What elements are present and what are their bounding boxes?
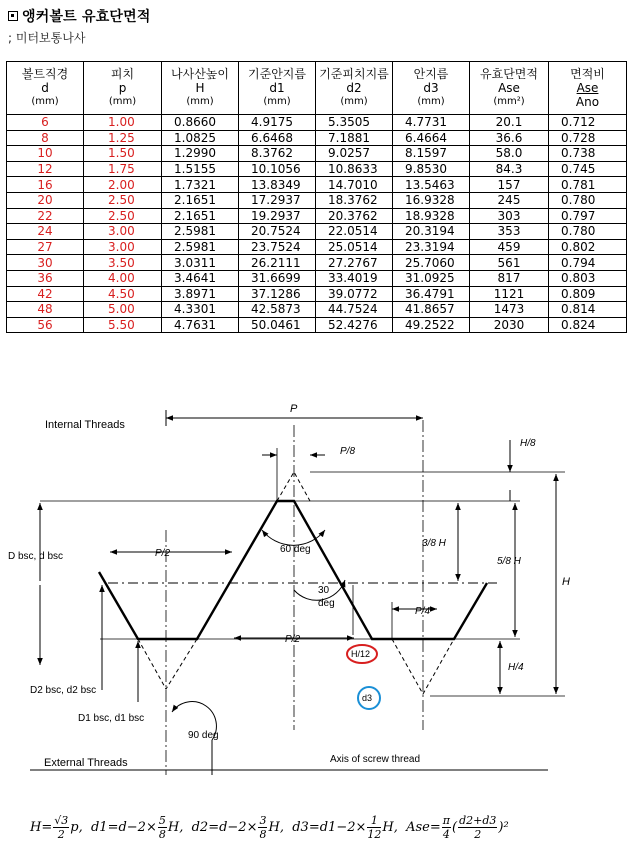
table-cell: 3.0311 [162,255,239,271]
column-header: 기준피치지름 d2 (mm) [316,62,393,115]
table-cell: 16.9328 [393,192,470,208]
d1bsc-label: D1 bsc, d1 bsc [78,713,145,724]
table-cell: 0.781 [549,177,627,193]
table-cell: 2.50 [84,192,162,208]
table-cell: 58.0 [470,146,549,162]
table-cell: 23.3194 [393,239,470,255]
pitch-label: P [290,403,298,415]
table-cell: 42 [7,286,84,302]
column-header: 나사산높이 H (mm) [162,62,239,115]
column-header: 유효단면적 Ase (mm²) [470,62,549,115]
table-cell: 10.8633 [316,161,393,177]
thread-profile-diagram [0,380,635,800]
table-cell: 23.7524 [239,239,316,255]
external-threads-label: External Threads [44,757,128,769]
table-cell: 31.6699 [239,270,316,286]
table-cell: 0.745 [549,161,627,177]
table-cell: 33.4019 [316,270,393,286]
table-cell: 4.3301 [162,302,239,318]
angle-90-label: 90 deg [188,730,219,741]
table-cell: 20.1 [470,115,549,131]
table-cell: 1473 [470,302,549,318]
table-cell: 24 [7,224,84,240]
table-cell: 3.00 [84,224,162,240]
table-cell: 52.4276 [316,317,393,333]
table-cell: 0.780 [549,224,627,240]
angle-30-unit: deg [318,598,335,609]
h-label: H [562,576,570,588]
table-row [7,130,627,146]
table-cell: 4.7731 [393,115,470,131]
table-cell: 50.0461 [239,317,316,333]
table-cell: 14.7010 [316,177,393,193]
table-cell: 1.7321 [162,177,239,193]
table-cell: 6.4664 [393,130,470,146]
table-row [7,115,627,131]
table-cell: 4.00 [84,270,162,286]
table-cell: 245 [470,192,549,208]
table-row [7,161,627,177]
column-header: 면적비 Ase Ano [549,62,627,115]
table-row [7,146,627,162]
table-cell: 1.25 [84,130,162,146]
table-cell: 303 [470,208,549,224]
table-row [7,224,627,240]
table-cell: 20.3762 [316,208,393,224]
table-cell: 42.5873 [239,302,316,318]
table-cell: 1121 [470,286,549,302]
table-cell: 0.809 [549,286,627,302]
table-cell: 5.3505 [316,115,393,131]
table-row [7,270,627,286]
table-cell: 6.6468 [239,130,316,146]
table-cell: 0.728 [549,130,627,146]
table-cell: 20 [7,192,84,208]
screw-axis-label: Axis of screw thread [330,754,421,765]
table-cell: 49.2522 [393,317,470,333]
table-cell: 0.738 [549,146,627,162]
table-cell: 9.0257 [316,146,393,162]
angle-60-label: 60 deg [280,544,311,555]
table-cell: 44.7524 [316,302,393,318]
table-cell: 56 [7,317,84,333]
thread-formula: H= $\frac{√3}{2}$ p, d1=d−2× $\frac{5}{8}$ H, d2=d−2× $\frac{3}{8}$ H, d3=d1−2× $\frac{1}{12}$ H, Ase= $\frac{\pi}{4}$ ( $\frac{d2+d3}{2}$ )² [30,814,509,841]
page-title: 앵커볼트 유효단면적 [8,6,151,26]
table-cell: 30 [7,255,84,271]
table-cell: 6 [7,115,84,131]
table-row [7,286,627,302]
table-cell: 0.794 [549,255,627,271]
table-cell: 1.50 [84,146,162,162]
column-header: 볼트직경 d (mm) [7,62,84,115]
table-cell: 10 [7,146,84,162]
table-cell: 5.00 [84,302,162,318]
table-body [7,115,627,333]
table-cell: 20.3194 [393,224,470,240]
table-cell: 459 [470,239,549,255]
table-row [7,255,627,271]
table-cell: 0.814 [549,302,627,318]
table-cell: 22 [7,208,84,224]
table-cell: 31.0925 [393,270,470,286]
square-bullet-icon [8,11,18,21]
table-cell: 2030 [470,317,549,333]
table-cell: 0.8660 [162,115,239,131]
table-cell: 1.0825 [162,130,239,146]
table-cell: 27 [7,239,84,255]
table-cell: 8.1597 [393,146,470,162]
table-cell: 353 [470,224,549,240]
table-cell: 39.0772 [316,286,393,302]
table-cell: 0.824 [549,317,627,333]
table-cell: 13.8349 [239,177,316,193]
table-cell: 2.00 [84,177,162,193]
table-cell: 2.50 [84,208,162,224]
table-cell: 4.50 [84,286,162,302]
table-cell: 0.712 [549,115,627,131]
table-row [7,192,627,208]
column-header: 기준안지름 d1 (mm) [239,62,316,115]
table-cell: 16 [7,177,84,193]
table-cell: 36 [7,270,84,286]
table-header-row [7,62,627,115]
anchor-bolt-table [6,61,627,333]
table-cell: 26.2111 [239,255,316,271]
page-subtitle: ; 미터보통나사 [8,31,86,45]
column-header: 피치 p (mm) [84,62,162,115]
table-cell: 3.8971 [162,286,239,302]
crest-triangle [277,472,310,501]
table-cell: 2.5981 [162,239,239,255]
p2-top-label: P/2 [155,548,171,559]
table-cell: 13.5463 [393,177,470,193]
table-cell: 0.780 [549,192,627,208]
table-cell: 3.4641 [162,270,239,286]
table-cell: 8.3762 [239,146,316,162]
table-cell: 157 [470,177,549,193]
d3-label: d3 [362,693,373,703]
h8-label: H/8 [520,438,536,449]
table-cell: 1.00 [84,115,162,131]
table-cell: 1.75 [84,161,162,177]
d2bsc-label: D2 bsc, d2 bsc [30,685,97,696]
table-cell: 5.50 [84,317,162,333]
table-cell: 817 [470,270,549,286]
h12-label: H/12 [351,649,371,659]
table-cell: 2.1651 [162,208,239,224]
table-cell: 8 [7,130,84,146]
table-cell: 9.8530 [393,161,470,177]
table-cell: 1.2990 [162,146,239,162]
table-cell: 7.1881 [316,130,393,146]
table-cell: 4.9175 [239,115,316,131]
h38-label: 3/8 H [422,538,446,549]
table-cell: 84.3 [470,161,549,177]
table-cell: 0.797 [549,208,627,224]
root-triangle-left [138,639,197,689]
table-cell: 18.9328 [393,208,470,224]
table-cell: 2.1651 [162,192,239,208]
table-cell: 12 [7,161,84,177]
column-header: 안지름 d3 (mm) [393,62,470,115]
table-cell: 2.5981 [162,224,239,240]
p4-label: P/4 [415,606,431,617]
internal-threads-label: Internal Threads [45,419,125,431]
table-row [7,317,627,333]
table-cell: 0.803 [549,270,627,286]
thread-profile [99,501,487,639]
angle-30-label: 30 [318,585,330,596]
table-cell: 27.2767 [316,255,393,271]
table-cell: 4.7631 [162,317,239,333]
table-row [7,208,627,224]
table-cell: 22.0514 [316,224,393,240]
h58-label: 5/8 H [497,556,521,567]
table-cell: 20.7524 [239,224,316,240]
table-cell: 25.7060 [393,255,470,271]
table-row [7,177,627,193]
table-cell: 25.0514 [316,239,393,255]
table-cell: 37.1286 [239,286,316,302]
table-row [7,239,627,255]
p8-label: P/8 [340,446,356,457]
table-cell: 18.3762 [316,192,393,208]
p2-bottom-label: P/2 [285,634,301,645]
h4-label: H/4 [508,662,524,673]
table-cell: 36.6 [470,130,549,146]
table-cell: 19.2937 [239,208,316,224]
table-cell: 10.1056 [239,161,316,177]
table-cell: 1.5155 [162,161,239,177]
table-cell: 36.4791 [393,286,470,302]
table-cell: 3.50 [84,255,162,271]
table-cell: 48 [7,302,84,318]
table-row [7,302,627,318]
table-cell: 3.00 [84,239,162,255]
table-cell: 561 [470,255,549,271]
table-cell: 17.2937 [239,192,316,208]
table-cell: 0.802 [549,239,627,255]
table-cell: 41.8657 [393,302,470,318]
dbsc-label: D bsc, d bsc [8,551,64,562]
